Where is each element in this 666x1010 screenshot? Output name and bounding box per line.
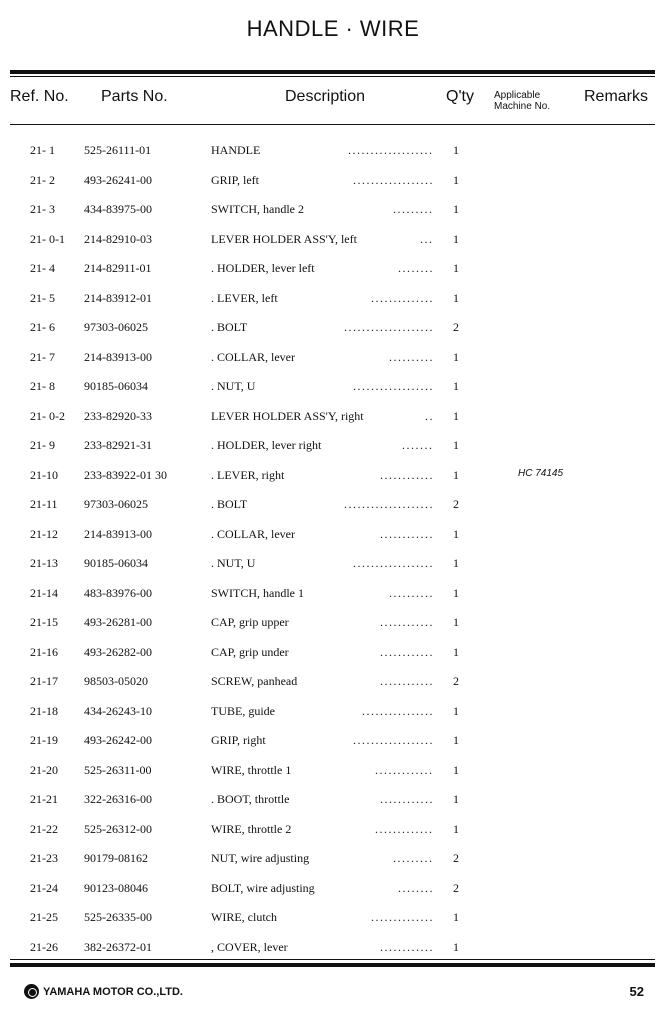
- column-header-remarks: Remarks: [584, 88, 649, 105]
- table-row: [0, 432, 666, 462]
- ref-cell: 21- 9: [30, 438, 55, 452]
- leader-dots: ....................: [344, 497, 434, 511]
- description-cell: SWITCH, handle 2: [211, 202, 304, 216]
- leader-dots: ..............: [371, 910, 434, 924]
- table-row: [0, 373, 666, 403]
- company-logo: [24, 984, 183, 999]
- description-cell: . BOLT: [211, 497, 248, 511]
- part-number-cell: 322-26316-00: [84, 792, 152, 806]
- part-number-cell: 97303-06025: [84, 497, 148, 511]
- ref-cell: 21- 8: [30, 379, 55, 393]
- quantity-cell: 1: [453, 733, 459, 747]
- ref-cell: 21-19: [30, 733, 58, 747]
- part-number-cell: 90185-06034: [84, 556, 148, 570]
- description-cell: CAP, grip upper: [211, 615, 289, 629]
- quantity-cell: 1: [453, 379, 459, 393]
- column-header-ref: Ref. No.: [10, 88, 69, 105]
- description-cell: . NUT, U: [211, 556, 256, 570]
- table-row: [0, 845, 666, 875]
- ref-cell: 21-10: [30, 467, 58, 482]
- leader-dots: .......: [402, 438, 434, 452]
- ref-cell: 21-21: [30, 792, 58, 806]
- table-row: [0, 639, 666, 669]
- footer-rule: [10, 963, 655, 967]
- footer-rule-thin: [10, 959, 655, 960]
- quantity-cell: 1: [453, 408, 459, 423]
- quantity-cell: 2: [453, 497, 459, 511]
- table-row: [0, 167, 666, 197]
- table-row: [0, 757, 666, 787]
- ref-cell: 21- 0-2: [30, 408, 65, 423]
- part-number-cell: 90179-08162: [84, 851, 148, 865]
- ref-cell: 21-16: [30, 644, 58, 659]
- ref-cell: 21-13: [30, 556, 58, 570]
- description-cell: WIRE, throttle 1: [211, 762, 292, 777]
- leader-dots: ............: [380, 674, 434, 688]
- leader-dots: ..................: [353, 733, 434, 747]
- ref-cell: 21- 3: [30, 202, 55, 216]
- quantity-cell: 1: [453, 526, 459, 541]
- table-row: [0, 285, 666, 315]
- part-number-cell: 233-82921-31: [84, 438, 152, 452]
- ref-cell: 21-15: [30, 615, 58, 629]
- part-number-cell: 434-26243-10: [84, 703, 152, 718]
- leader-dots: .........: [393, 851, 434, 865]
- part-number-cell: 525-26311-00: [84, 762, 152, 777]
- ref-cell: 21- 0-1: [30, 231, 65, 246]
- table-row: [0, 403, 666, 433]
- ref-cell: 21-22: [30, 821, 58, 836]
- ref-cell: 21- 1: [30, 143, 55, 157]
- description-cell: . BOOT, throttle: [211, 792, 290, 806]
- part-number-cell: 97303-06025: [84, 320, 148, 334]
- table-row: [0, 521, 666, 551]
- part-number-cell: 214-82910-03: [84, 231, 152, 246]
- leader-dots: ..................: [353, 379, 434, 393]
- quantity-cell: 1: [453, 910, 459, 924]
- table-row: [0, 550, 666, 580]
- quantity-cell: 1: [453, 202, 459, 216]
- header-rule-bottom: [10, 124, 655, 125]
- page-number: 52: [629, 984, 644, 999]
- quantity-cell: 1: [453, 821, 459, 836]
- table-row: [0, 344, 666, 374]
- part-number-cell: 382-26372-01: [84, 939, 152, 954]
- quantity-cell: 1: [453, 349, 459, 364]
- description-cell: . COLLAR, lever: [211, 349, 295, 364]
- description-cell: LEVER HOLDER ASS'Y, right: [211, 408, 364, 423]
- ref-cell: 21-12: [30, 526, 58, 541]
- ref-cell: 21- 7: [30, 349, 55, 364]
- ref-cell: 21- 6: [30, 320, 55, 334]
- quantity-cell: 2: [453, 851, 459, 865]
- leader-dots: ............: [380, 792, 434, 806]
- leader-dots: .............: [375, 762, 434, 777]
- table-row: [0, 196, 666, 226]
- part-number-cell: 483-83976-00: [84, 585, 152, 600]
- description-cell: . HOLDER, lever right: [211, 438, 322, 452]
- page-title: HANDLE · WIRE: [246, 16, 420, 41]
- quantity-cell: 1: [453, 231, 459, 246]
- ref-cell: 21- 5: [30, 290, 55, 305]
- description-cell: HANDLE: [211, 143, 261, 157]
- part-number-cell: 214-83913-00: [84, 526, 152, 541]
- part-number-cell: 525-26335-00: [84, 910, 152, 924]
- quantity-cell: 1: [453, 644, 459, 659]
- quantity-cell: 2: [453, 880, 459, 895]
- ref-cell: 21-24: [30, 880, 58, 895]
- ref-cell: 21-20: [30, 762, 58, 777]
- quantity-cell: 1: [453, 762, 459, 777]
- table-row: [0, 255, 666, 285]
- description-cell: NUT, wire adjusting: [211, 851, 310, 865]
- description-cell: WIRE, throttle 2: [211, 821, 292, 836]
- leader-dots: ..............: [371, 290, 434, 305]
- company-name: YAMAHA MOTOR CO.,LTD.: [43, 985, 183, 998]
- part-number-cell: 525-26111-01: [84, 143, 152, 157]
- description-cell: . LEVER, right: [211, 467, 285, 482]
- table-row: [0, 668, 666, 698]
- description-cell: LEVER HOLDER ASS'Y, left: [211, 231, 357, 246]
- leader-dots: .............: [375, 821, 434, 836]
- part-number-cell: 90123-08046: [84, 880, 148, 895]
- quantity-cell: 1: [453, 939, 459, 954]
- leader-dots: ...: [420, 231, 434, 246]
- table-row: [0, 786, 666, 816]
- leader-dots: ................: [362, 703, 434, 718]
- quantity-cell: 1: [453, 585, 459, 600]
- table-row: [0, 727, 666, 757]
- leader-dots: ............: [380, 526, 434, 541]
- table-row: [0, 137, 666, 167]
- quantity-cell: 1: [453, 143, 459, 157]
- ref-cell: 21-18: [30, 703, 58, 718]
- quantity-cell: 2: [453, 674, 459, 688]
- description-cell: , COVER, lever: [211, 939, 288, 954]
- part-number-cell: 493-26241-00: [84, 172, 152, 187]
- quantity-cell: 1: [453, 556, 459, 570]
- description-cell: SCREW, panhead: [211, 674, 298, 688]
- quantity-cell: 1: [453, 290, 459, 305]
- description-cell: . BOLT: [211, 320, 248, 334]
- leader-dots: ...................: [348, 143, 434, 157]
- ref-cell: 21-25: [30, 910, 58, 924]
- table-row: [0, 491, 666, 521]
- leader-dots: ....................: [344, 320, 434, 334]
- quantity-cell: 1: [453, 261, 459, 275]
- leader-dots: ..........: [389, 349, 434, 364]
- ref-cell: 21- 4: [30, 261, 55, 275]
- header-rule-top-thin: [10, 76, 655, 77]
- description-cell: TUBE, guide: [211, 703, 275, 718]
- description-cell: GRIP, left: [211, 172, 259, 187]
- part-number-cell: 233-83922-01 30: [84, 467, 167, 482]
- description-cell: . HOLDER, lever left: [211, 261, 315, 275]
- ref-cell: 21- 2: [30, 172, 55, 187]
- table-row: [0, 875, 666, 905]
- description-cell: SWITCH, handle 1: [211, 585, 304, 600]
- quantity-cell: 1: [453, 467, 459, 482]
- description-cell: . LEVER, left: [211, 290, 278, 305]
- column-header-parts: Parts No.: [101, 88, 168, 105]
- table-row: [0, 904, 666, 934]
- table-row: [0, 580, 666, 610]
- description-cell: CAP, grip under: [211, 644, 289, 659]
- description-cell: . NUT, U: [211, 379, 256, 393]
- leader-dots: ..: [425, 408, 434, 423]
- table-row: [0, 609, 666, 639]
- table-row: [0, 698, 666, 728]
- ref-cell: 21-17: [30, 674, 58, 688]
- leader-dots: ........: [398, 880, 434, 895]
- remarks-cell: HC 74145: [518, 467, 564, 479]
- part-number-cell: 493-26242-00: [84, 733, 152, 747]
- ref-cell: 21-11: [30, 497, 58, 511]
- ref-cell: 21-14: [30, 585, 58, 600]
- quantity-cell: 2: [453, 320, 459, 334]
- part-number-cell: 233-82920-33: [84, 408, 152, 423]
- description-cell: WIRE, clutch: [211, 910, 277, 924]
- part-number-cell: 493-26282-00: [84, 644, 152, 659]
- quantity-cell: 1: [453, 615, 459, 629]
- description-cell: GRIP, right: [211, 733, 266, 747]
- quantity-cell: 1: [453, 438, 459, 452]
- leader-dots: .........: [393, 202, 434, 216]
- part-number-cell: 493-26281-00: [84, 615, 152, 629]
- part-number-cell: 98503-05020: [84, 674, 148, 688]
- part-number-cell: 214-82911-01: [84, 261, 152, 275]
- leader-dots: ............: [380, 467, 434, 482]
- ref-cell: 21-26: [30, 939, 58, 954]
- quantity-cell: 1: [453, 703, 459, 718]
- leader-dots: ............: [380, 644, 434, 659]
- table-row: [0, 314, 666, 344]
- description-cell: BOLT, wire adjusting: [211, 880, 315, 895]
- table-row: [0, 816, 666, 846]
- part-number-cell: 90185-06034: [84, 379, 148, 393]
- column-header-applicable: Applicable Machine No.: [494, 90, 551, 112]
- description-cell: . COLLAR, lever: [211, 526, 295, 541]
- leader-dots: ..........: [389, 585, 434, 600]
- leader-dots: ........: [398, 261, 434, 275]
- ref-cell: 21-23: [30, 851, 58, 865]
- leader-dots: ..................: [353, 556, 434, 570]
- yamaha-logo-icon: [24, 984, 39, 999]
- quantity-cell: 1: [453, 792, 459, 806]
- part-number-cell: 214-83913-00: [84, 349, 152, 364]
- leader-dots: ............: [380, 615, 434, 629]
- quantity-cell: 1: [453, 172, 459, 187]
- column-header-description: Description: [285, 88, 366, 105]
- leader-dots: ............: [380, 939, 434, 954]
- header-rule-top: [10, 70, 655, 74]
- column-header-qty: Q'ty: [446, 88, 474, 105]
- part-number-cell: 434-83975-00: [84, 202, 152, 216]
- table-row: [0, 226, 666, 256]
- leader-dots: ..................: [353, 172, 434, 187]
- table-row: [0, 462, 666, 492]
- parts-table: [0, 137, 666, 963]
- part-number-cell: 525-26312-00: [84, 821, 152, 836]
- part-number-cell: 214-83912-01: [84, 290, 152, 305]
